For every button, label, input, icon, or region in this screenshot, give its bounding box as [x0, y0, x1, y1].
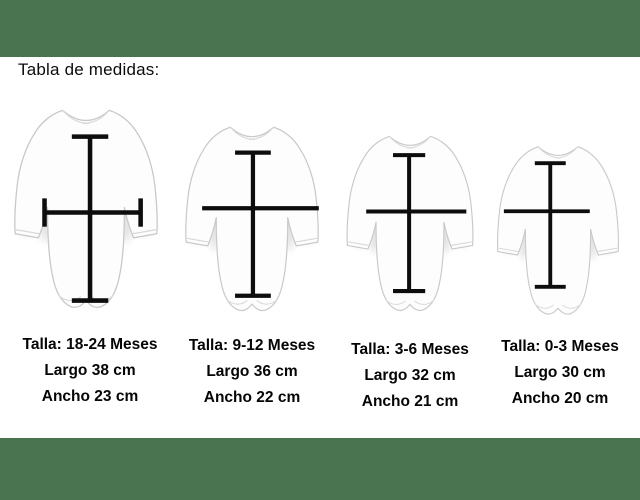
ancho-label: Ancho 20 cm — [511, 390, 609, 407]
talla-label: Talla: 3-6 Meses — [351, 341, 469, 358]
bottom-banner — [0, 438, 640, 500]
onesie-illustration — [498, 147, 619, 314]
onesie-image — [172, 111, 332, 328]
onesie-image — [0, 93, 172, 326]
onesie-figure-0-3-meses — [485, 132, 631, 330]
onesie-figure-9-12-meses — [172, 111, 332, 328]
onesie-figure-18-24-meses — [0, 93, 172, 326]
largo-label: Largo 30 cm — [514, 364, 606, 381]
size-label-0-3-meses — [472, 334, 640, 412]
size-chart-title: Tabla de medidas: — [18, 60, 160, 79]
onesie-image — [334, 121, 486, 327]
talla-label: Talla: 9-12 Meses — [188, 337, 316, 354]
talla-label: Talla: 18-24 Meses — [22, 336, 158, 353]
talla-label: Talla: 0-3 Meses — [501, 338, 619, 355]
onesie-image — [485, 132, 631, 330]
ancho-label: Ancho 22 cm — [203, 389, 301, 406]
size-label-18-24-meses — [2, 332, 178, 410]
largo-label: Largo 36 cm — [206, 363, 298, 380]
top-banner — [0, 0, 640, 57]
onesie-illustration — [15, 110, 157, 307]
size-label-9-12-meses — [164, 333, 340, 411]
onesie-figure-3-6-meses — [334, 121, 486, 327]
largo-label: Largo 38 cm — [44, 362, 136, 379]
ancho-label: Ancho 21 cm — [361, 393, 459, 410]
ancho-label: Ancho 23 cm — [41, 388, 139, 405]
largo-label: Largo 32 cm — [364, 367, 456, 384]
